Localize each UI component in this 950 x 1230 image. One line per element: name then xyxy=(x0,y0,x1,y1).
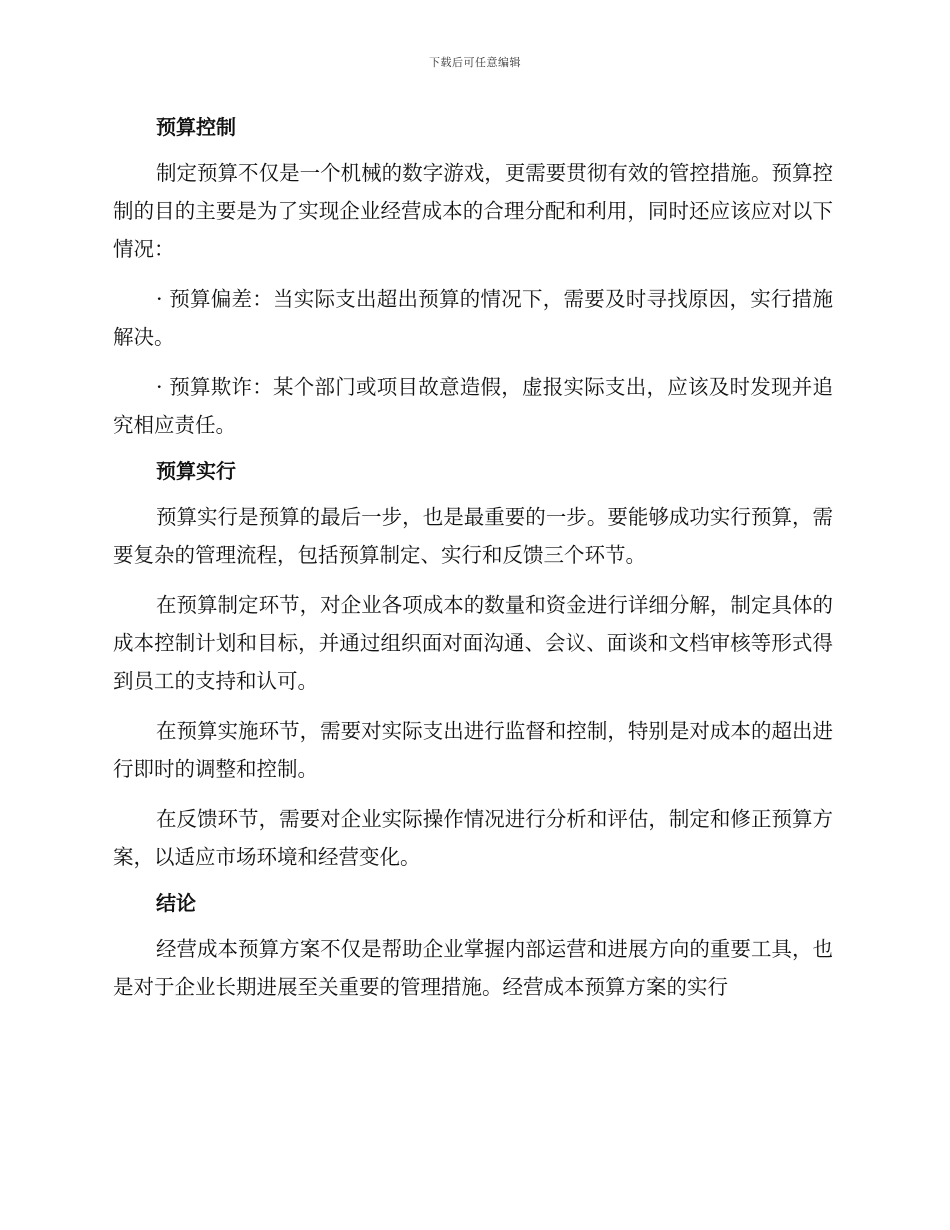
header-note: 下载后可任意编辑 xyxy=(429,56,521,69)
section-heading: 预算控制 xyxy=(156,115,236,139)
paragraph: 在预算实施环节，需要对实际支出进行监督和控制，特别是对成本的超出进行即时的调整和控制。 xyxy=(113,719,833,781)
paragraph: 制定预算不仅是一个机械的数字游戏，更需要贯彻有效的管控措施。预算控制的目的主要是为了实现企业经营成本的合理分配和利用，同时还应该应对以下情况： xyxy=(113,161,833,261)
section-conclusion xyxy=(113,888,833,1006)
bullet-paragraph: · 预算欺诈：某个部门或项目故意造假，虚报实际支出，应该及时发现并追究相应责任。 xyxy=(113,375,833,437)
section-budget-execution xyxy=(113,456,833,876)
paragraph: 在反馈环节，需要对企业实际操作情况进行分析和评估，制定和修正预算方案，以适应市场环境和经营变化。 xyxy=(113,807,833,869)
bullet-paragraph: · 预算偏差：当实际支出超出预算的情况下，需要及时寻找原因，实行措施解决。 xyxy=(113,287,833,349)
section-budget-control xyxy=(113,112,833,444)
paragraph: 经营成本预算方案不仅是帮助企业掌握内部运营和进展方向的重要工具，也是对于企业长期进展至关重要的管理措施。经营成本预算方案的实行 xyxy=(113,937,833,999)
paragraph: 预算实行是预算的最后一步，也是最重要的一步。要能够成功实行预算，需要复杂的管理流程，包括预算制定、实行和反馈三个环节。 xyxy=(113,505,833,567)
paragraph: 在预算制定环节，对企业各项成本的数量和资金进行详细分解，制定具体的成本控制计划和目标，并通过组织面对面沟通、会议、面谈和文档审核等形式得到员工的支持和认可。 xyxy=(113,593,833,693)
section-heading: 预算实行 xyxy=(156,459,236,483)
document-body xyxy=(113,112,833,1018)
section-heading: 结论 xyxy=(156,891,196,915)
